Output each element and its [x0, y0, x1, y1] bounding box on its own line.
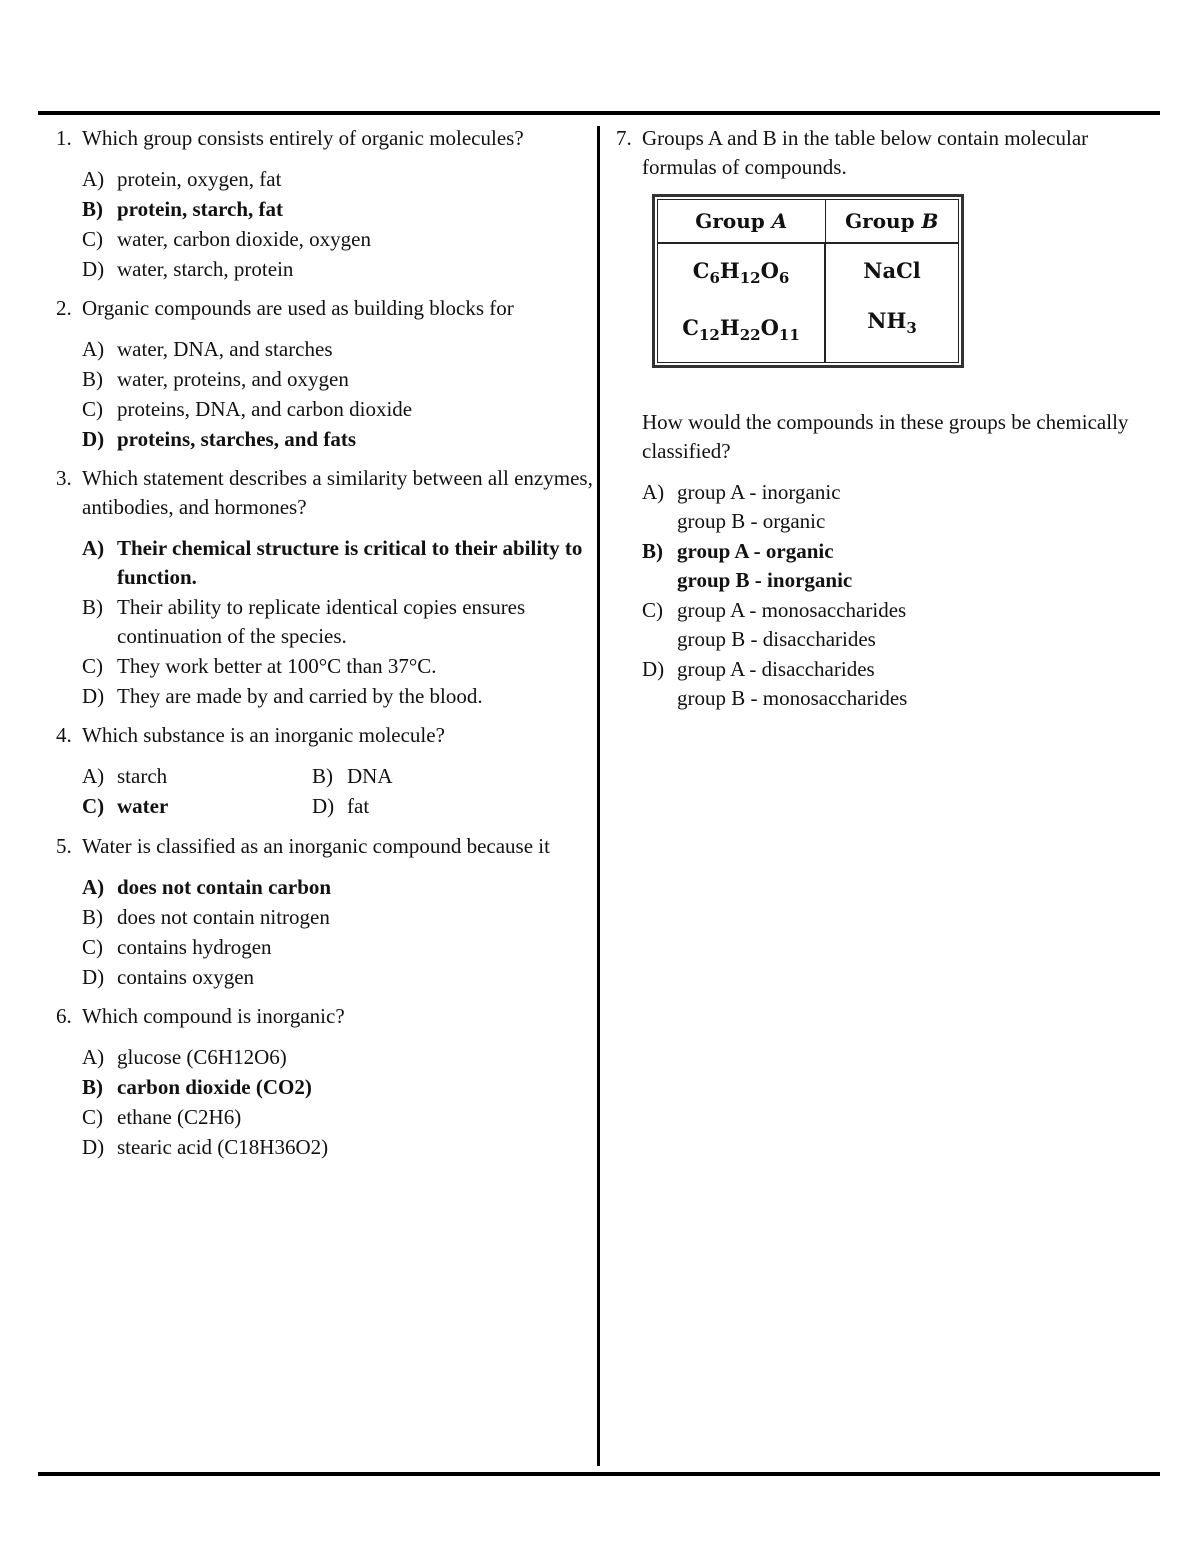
formula-group-a-2: $C_{12}H_{22}O_{11}$ [682, 315, 800, 345]
question-number: 1. [56, 126, 72, 150]
header-letter: A [771, 208, 788, 233]
question-7-prompt: How would the compounds in these groups be chemically classified? [642, 410, 1129, 464]
option-text: They work better at 100°C than 37°C. [117, 654, 437, 678]
option-d[interactable] [82, 682, 596, 711]
option-text: protein, oxygen, fat [117, 167, 282, 191]
option-text: water, starch, protein [117, 257, 294, 281]
question-stem: Water is classified as an inorganic compound because it [82, 834, 550, 858]
option-letter: B) [642, 539, 663, 564]
header-word: Group [695, 208, 765, 233]
question-number: 7. [616, 126, 632, 150]
question-4 [56, 721, 596, 822]
compound-table-figure [652, 194, 964, 368]
question-number: 3. [56, 466, 72, 490]
question-7 [616, 124, 1156, 713]
option-c[interactable] [82, 1103, 596, 1132]
header-letter: B [921, 208, 939, 233]
option-text: stearic acid (C18H36O2) [117, 1135, 329, 1159]
option-b[interactable] [82, 365, 596, 394]
option-b-correct[interactable] [82, 195, 596, 224]
option-letter: D) [82, 965, 105, 989]
option-text: carbon dioxide (CO2) [117, 1075, 312, 1099]
option-text: fat [347, 794, 370, 818]
option-letter: C) [82, 935, 103, 959]
option-a[interactable] [82, 165, 596, 194]
option-letter: D) [82, 684, 105, 708]
question-number: 5. [56, 834, 72, 858]
option-text: starch [117, 764, 168, 788]
option-letter: C) [82, 654, 103, 678]
option-b[interactable] [82, 593, 596, 651]
top-rule [38, 111, 1160, 115]
option-a[interactable] [82, 1043, 596, 1072]
option-text: glucose (C6H12O6) [117, 1045, 287, 1069]
option-text: contains oxygen [117, 965, 255, 989]
option-text: water, proteins, and oxygen [117, 367, 349, 391]
formula-group-b-2: $NH_3$ [867, 308, 917, 338]
option-letter: B) [82, 1075, 103, 1099]
option-text: water [117, 794, 169, 818]
option-line-1: group A - organic [677, 539, 834, 564]
option-c[interactable] [82, 395, 596, 424]
option-c-correct[interactable] [82, 792, 312, 821]
option-d[interactable] [312, 792, 542, 821]
question-stem: Which compound is inorganic? [82, 1004, 345, 1028]
option-text: Their ability to replicate identical copies ensures continuation of the species. [117, 595, 526, 648]
question-5 [56, 832, 596, 992]
question-2 [56, 294, 596, 454]
option-c[interactable] [82, 933, 596, 962]
option-letter: C) [82, 1105, 103, 1129]
question-stem: Groups A and B in the table below contain molecular formulas of compounds. [642, 126, 1089, 179]
option-d[interactable] [82, 1133, 596, 1162]
option-text: DNA [347, 764, 393, 788]
option-letter: B) [82, 367, 103, 391]
option-letter: A) [82, 536, 105, 560]
question-number: 4. [56, 723, 72, 747]
question-stem: Which statement describes a similarity between all enzymes, antibodies, and hormones? [82, 466, 593, 519]
option-c[interactable] [82, 225, 596, 254]
bottom-rule [38, 1472, 1160, 1476]
formula-group-a-1: $C_6H_{12}O_6$ [692, 258, 790, 288]
question-3 [56, 464, 596, 711]
option-line-2: group B - organic [677, 509, 826, 534]
option-text: contains hydrogen [117, 935, 272, 959]
question-stem: Which group consists entirely of organic molecules? [82, 126, 524, 150]
option-line-2: group B - inorganic [677, 568, 853, 593]
option-d[interactable] [642, 655, 1156, 713]
compound-table [657, 199, 959, 363]
option-letter: D) [82, 257, 105, 281]
option-letter: C) [642, 598, 663, 623]
option-line-1: group A - disaccharides [677, 657, 875, 682]
option-text: Their chemical structure is critical to their ability to function. [117, 536, 583, 589]
option-c[interactable] [82, 652, 596, 681]
header-group-b [825, 200, 958, 244]
right-column [616, 124, 1156, 723]
option-a[interactable] [642, 478, 1156, 536]
option-text: protein, starch, fat [117, 197, 284, 221]
option-c[interactable] [642, 596, 1156, 654]
option-text: water, carbon dioxide, oxygen [117, 227, 371, 251]
option-line-2: group B - monosaccharides [677, 686, 908, 711]
option-b[interactable] [82, 903, 596, 932]
option-letter: A) [82, 167, 105, 191]
option-d-correct[interactable] [82, 425, 596, 454]
option-text: proteins, starches, and fats [117, 427, 356, 451]
option-a[interactable] [82, 762, 312, 791]
option-b[interactable] [312, 762, 542, 791]
option-a[interactable] [82, 335, 596, 364]
option-letter: C) [82, 227, 103, 251]
option-a-correct[interactable] [82, 873, 596, 902]
option-letter: A) [642, 480, 665, 505]
option-letter: B) [82, 905, 103, 929]
option-letter: B) [82, 197, 103, 221]
question-stem: Organic compounds are used as building blocks for [82, 296, 514, 320]
question-6 [56, 1002, 596, 1162]
question-number: 6. [56, 1004, 72, 1028]
option-text: ethane (C2H6) [117, 1105, 242, 1129]
option-letter: B) [312, 764, 333, 788]
option-line-2: group B - disaccharides [677, 627, 876, 652]
question-stem: Which substance is an inorganic molecule? [82, 723, 445, 747]
question-number: 2. [56, 296, 72, 320]
column-divider [597, 126, 600, 1466]
group-b-cell [825, 243, 958, 363]
option-letter: B) [82, 595, 103, 619]
question-1 [56, 124, 596, 284]
option-letter: D) [82, 1135, 105, 1159]
option-letter: C) [82, 794, 105, 818]
left-column [56, 124, 596, 1172]
option-d[interactable] [82, 255, 596, 284]
option-text: water, DNA, and starches [117, 337, 333, 361]
option-letter: D) [642, 657, 665, 682]
header-word: Group [845, 208, 915, 233]
option-b-correct[interactable] [642, 537, 1156, 595]
formula-group-b-1: NaCl [863, 258, 921, 283]
option-letter: A) [82, 764, 105, 788]
option-text: They are made by and carried by the blood. [117, 684, 483, 708]
option-letter: A) [82, 337, 105, 361]
header-group-a [658, 200, 826, 244]
option-line-1: group A - monosaccharides [677, 598, 907, 623]
option-text: proteins, DNA, and carbon dioxide [117, 397, 413, 421]
option-line-1: group A - inorganic [677, 480, 841, 505]
group-a-cell [658, 243, 826, 363]
option-letter: C) [82, 397, 103, 421]
option-letter: D) [312, 794, 335, 818]
option-text: does not contain nitrogen [117, 905, 330, 929]
option-letter: A) [82, 1045, 105, 1069]
option-b-correct[interactable] [82, 1073, 596, 1102]
option-d[interactable] [82, 963, 596, 992]
option-text: does not contain carbon [117, 875, 332, 899]
option-letter: D) [82, 427, 105, 451]
option-letter: A) [82, 875, 105, 899]
option-a-correct[interactable] [82, 534, 596, 592]
